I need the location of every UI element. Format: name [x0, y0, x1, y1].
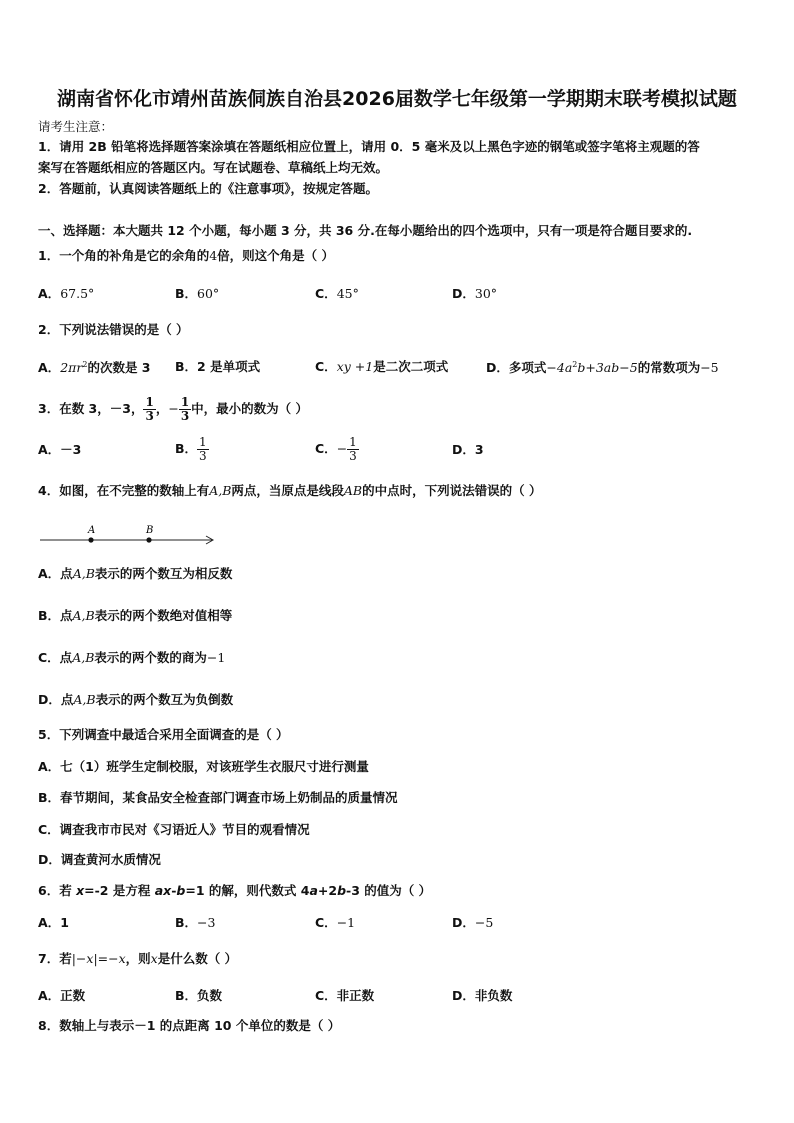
- fraction-neg-one-third: $\frac{1}{3}$: [180, 395, 190, 423]
- q6-option-c: C．−1: [315, 915, 356, 930]
- number-line-figure: [38, 520, 218, 550]
- point-a-dot: [88, 537, 93, 542]
- q5-option-d: D．调查黄河水质情况: [38, 852, 161, 867]
- q7-option-c: C．非正数: [315, 988, 375, 1003]
- point-b-label: B: [146, 525, 154, 536]
- question-2-stem: 2．下列说法错误的是（ ）: [38, 322, 189, 337]
- q2-option-d: D．多项式$-4a^2b+3ab-5$的常数项为−5: [486, 360, 719, 376]
- q5-option-b: B．春节期间，某食品安全检查部门调查市场上奶制品的质量情况: [38, 790, 398, 805]
- q7-option-a: A．正数: [38, 988, 86, 1003]
- q4-option-b: B．点A,B表示的两个数绝对值相等: [38, 608, 233, 623]
- q3-option-b: B． $\frac{1}{3}$: [175, 435, 207, 463]
- point-a-label: A: [88, 525, 96, 536]
- q1-option-d: D．30°: [452, 286, 498, 301]
- q5-option-c: C．调查我市市民对《习语近人》节目的观看情况: [38, 822, 310, 837]
- q3-option-c: C．− $\frac{1}{3}$: [315, 435, 357, 463]
- q4-option-d: D．点A,B表示的两个数互为负倒数: [38, 692, 234, 707]
- q1-stem-b: 倍，则这个角是（ ）: [217, 248, 335, 263]
- section-heading: 一、选择题：本大题共 12 个小题，每小题 3 分，共 36 分.在每小题给出的四个选项中，只有一项是符合题目要求的.: [38, 223, 693, 238]
- q6-option-d: D．−5: [452, 915, 494, 930]
- question-6-stem: 6．若 x=-2 是方程 ax-b=1 的解，则代数式 4a+2b-3 的值为（ ）: [38, 883, 432, 898]
- q1-stem-number: 4: [209, 248, 218, 263]
- notice-line-1b: 案写在答题纸相应的答题区内。写在试题卷、草稿纸上均无效。: [38, 160, 389, 175]
- notice-line-2: 2．答题前，认真阅读答题纸上的《注意事项》，按规定答题。: [38, 181, 378, 196]
- q1-stem-a: 1．一个角的补角是它的余角的: [38, 248, 210, 263]
- q7-option-b: B．负数: [175, 988, 223, 1003]
- fraction-one-third: $\frac{1}{3}$: [145, 395, 154, 423]
- question-8-stem: 8．数轴上与表示－1 的点距离 10 个单位的数是（ ）: [38, 1018, 341, 1033]
- q6-option-a: A．1: [38, 915, 69, 930]
- q3-option-a: A．－3: [38, 442, 82, 457]
- notice-line-1: 1．请用 2B 铅笔将选择题答案涂填在答题纸相应位置上，请用 0．5 毫米及以上黑色字迹的钢笔或签字笔将主观题的答: [38, 139, 700, 154]
- q1-option-c: C．45°: [315, 286, 359, 301]
- q2-option-b: B．2 是单项式: [175, 359, 261, 374]
- q1-option-a: A．67.5°: [38, 286, 95, 301]
- q2-option-a: A．$2\pi r^2$的次数是 3: [38, 360, 151, 376]
- question-4-stem: 4．如图，在不完整的数轴上有A,B两点，当原点是线段AB的中点时，下列说法错误的（ ）: [38, 483, 542, 498]
- point-b-dot: [146, 537, 151, 542]
- question-1-stem: [38, 250, 334, 263]
- q4-option-a: A．点A,B表示的两个数互为相反数: [38, 566, 233, 581]
- q4-option-c: C．点A,B表示的两个数的商为−1: [38, 650, 226, 665]
- q6-option-b: B．−3: [175, 915, 216, 930]
- q5-option-a: A．七（1）班学生定制校服，对该班学生衣服尺寸进行测量: [38, 759, 369, 774]
- q7-option-d: D．非负数: [452, 988, 513, 1003]
- q2-option-c: C．xy +1是二次二项式: [315, 359, 449, 374]
- q3-option-d: D．3: [452, 442, 484, 457]
- question-7-stem: 7．若|−x|=−x，则x是什么数（ ）: [38, 951, 238, 966]
- question-3-stem: 3．在数 3，－3， $\frac{1}{3}$ ，− $\frac{1}{3}$ 中，最小的数为（ ）: [38, 395, 309, 423]
- q1-option-b: B．60°: [175, 286, 220, 301]
- notice-heading: 请考生注意：: [38, 119, 114, 134]
- page-title: 湖南省怀化市靖州苗族侗族自治县2026届数学七年级第一学期期末联考模拟试题: [57, 88, 737, 110]
- question-5-stem: 5．下列调查中最适合采用全面调查的是（ ）: [38, 727, 289, 742]
